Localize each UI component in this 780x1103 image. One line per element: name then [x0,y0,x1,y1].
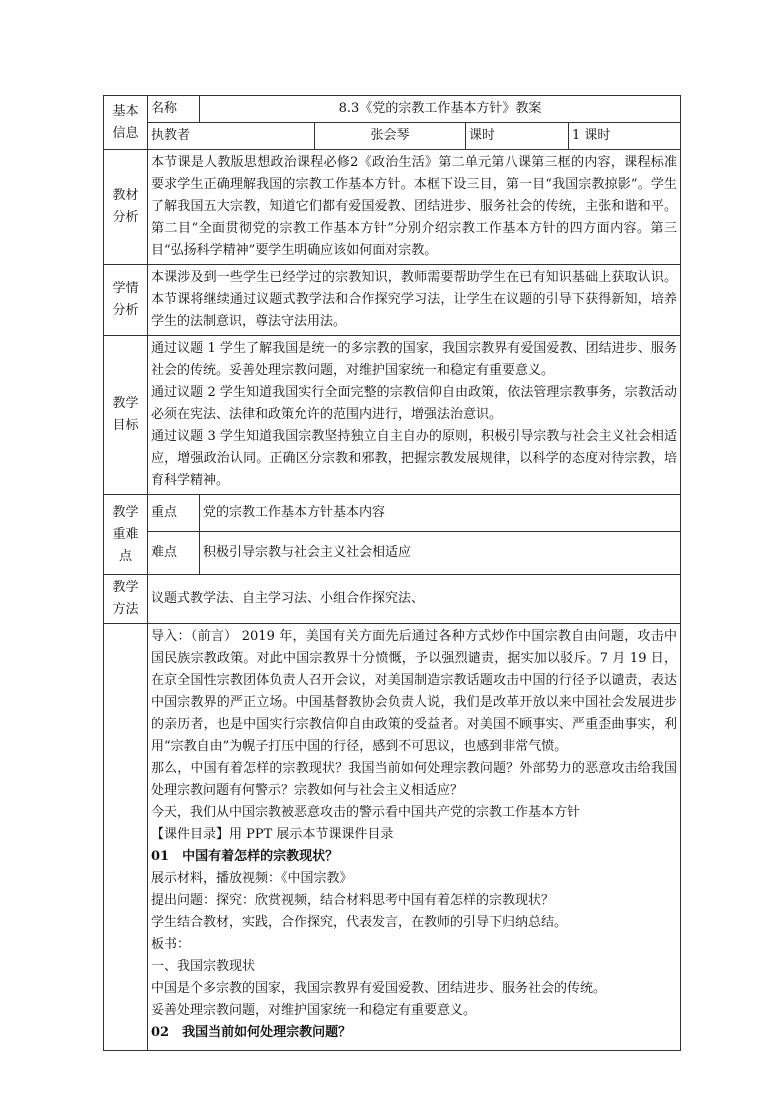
teaching-goals-label: 教学目标 [104,336,148,495]
intro-paragraph: 导入：（前言） 2019 年，美国有关方面先后通过各种方式炒作中国宗教自由问题，攻击中国民族宗教政策。对此中国宗教界十分愤慨，予以强烈谴责，据实加以驳斥。7 月 19 日，在京全国性宗教团体负责人召开会议，对美国制造宗教话题攻击中国的行径予以谴责，表达中国宗教界的严正立场。中国基督教协会负责人说，我们是改革开放以来中国社会发展进步的亲历者，也是中国实行宗教信仰自由政策的受益者。对美国不顾事实、严重歪曲事实，利用“宗教自由”为幌子打压中国的行径，感到不可思议，也感到非常气愤。 [151,629,677,754]
teaching-methods-text: 议题式教学法、自主学习法、小组合作探究法、 [148,575,681,624]
hours-label: 课时 [466,123,569,150]
goal-item: 通过议题 2 学生知道我国实行全面完整的宗教信仰自由政策，依法管理宗教事务，宗教活动必须在宪法、法律和政策允许的范围内进行，增强法治意识。 [151,385,677,422]
lesson-title: 8.3《党的宗教工作基本方针》教案 [200,96,681,123]
student-analysis-text: 本课涉及到一些学生已经学过的宗教知识，教师需要帮助学生在已有知识基础上获取认识。本节课将继续通过议题式教学法和合作探究学习法，让学生在议题的引导下获得新知，培养学生的法制意识，尊法守法用法。 [148,265,681,336]
board-line-1: 中国是个多宗教的国家，我国宗教界有爱国爱教、团结进步、服务社会的传统。 [151,981,607,996]
textbook-analysis-label: 教材分析 [104,150,148,265]
section-1-question: 提出问题：探究：欣赏视频，结合材料思考中国有着怎样的宗教现状？ [151,893,555,908]
difficult-point-row [104,532,681,575]
basic-info-row-teacher [104,123,681,150]
section-1-title: 01 中国有着怎样的宗教现状？ [151,849,339,864]
basic-info-label: 基本信息 [104,96,148,150]
process-label-cell [104,624,148,1051]
student-analysis-row [104,265,681,336]
difficult-point-text: 积极引导宗教与社会主义社会相适应 [200,532,681,575]
difficult-point-label: 难点 [148,532,200,575]
key-point-label: 重点 [148,495,200,532]
name-label: 名称 [148,96,200,123]
teaching-goals-cell [148,336,681,495]
teaching-methods-label: 教学方法 [104,575,148,624]
section-2-title: 02 我国当前如何处理宗教问题？ [151,1025,352,1040]
basic-info-row-name [104,96,681,123]
key-difficult-label: 教学重难点 [104,495,148,575]
board-label: 板书： [151,937,191,952]
teaching-methods-row [104,575,681,624]
board-line-2: 妥善处理宗教问题，对维护国家统一和稳定有重要意义。 [151,1003,477,1018]
guiding-questions: 那么，中国有着怎样的宗教现状？我国当前如何处理宗教问题？外部势力的恶意攻击给我国处理宗教问题有何警示？宗教如何与社会主义相适应？ [151,761,677,798]
teacher-label: 执教者 [148,123,315,150]
lesson-plan-table [103,95,681,1051]
key-point-row [104,495,681,532]
teacher-value: 张会琴 [315,123,466,150]
hours-value: 1 课时 [569,123,681,150]
textbook-analysis-text: 本节课是人教版思想政治课程必修2《政治生活》第二单元第八课第三框的内容，课程标准要求学生正确理解我国的宗教工作基本方针。本框下设三目，第一目“我国宗教掠影”。学生了解我国五大宗教，知道它们都有爱国爱教、团结进步、服务社会的传统，主张和谐和平。第二目“全面贯彻党的宗教工作基本方针”分别介绍宗教工作基本方针的四方面内容。第三目“弘扬科学精神”要学生明确应该如何面对宗教。 [148,150,681,265]
section-1-material: 展示材料，播放视频：《中国宗教》 [151,871,353,886]
goal-item: 通过议题 3 学生知道我国宗教坚持独立自主自办的原则，积极引导宗教与社会主义社会相适应，增强政治认同。正确区分宗教和邪教，把握宗教发展规律，以科学的态度对待宗教，培育科学精神。 [151,429,677,488]
teaching-process-row [104,624,681,1051]
section-1-students: 学生结合教材，实践，合作探究，代表发言，在教师的引导下归纳总结。 [151,915,568,930]
goal-item: 通过议题 1 学生了解我国是统一的多宗教的国家，我国宗教界有爱国爱教、团结进步、服务社会的传统。妥善处理宗教问题，对维护国家统一和稳定有重要意义。 [151,341,677,378]
textbook-analysis-row [104,150,681,265]
teaching-process-cell [148,624,681,1051]
student-analysis-label: 学情分析 [104,265,148,336]
courseware-catalog: 【课件目录】用 PPT 展示本节课课件目录 [151,827,394,842]
key-point-text: 党的宗教工作基本方针基本内容 [200,495,681,532]
teaching-goals-row [104,336,681,495]
today-topic: 今天，我们从中国宗教被恶意攻击的警示看中国共产党的宗教工作基本方针 [151,805,581,820]
board-heading-1: 一、我国宗教现状 [151,959,256,974]
